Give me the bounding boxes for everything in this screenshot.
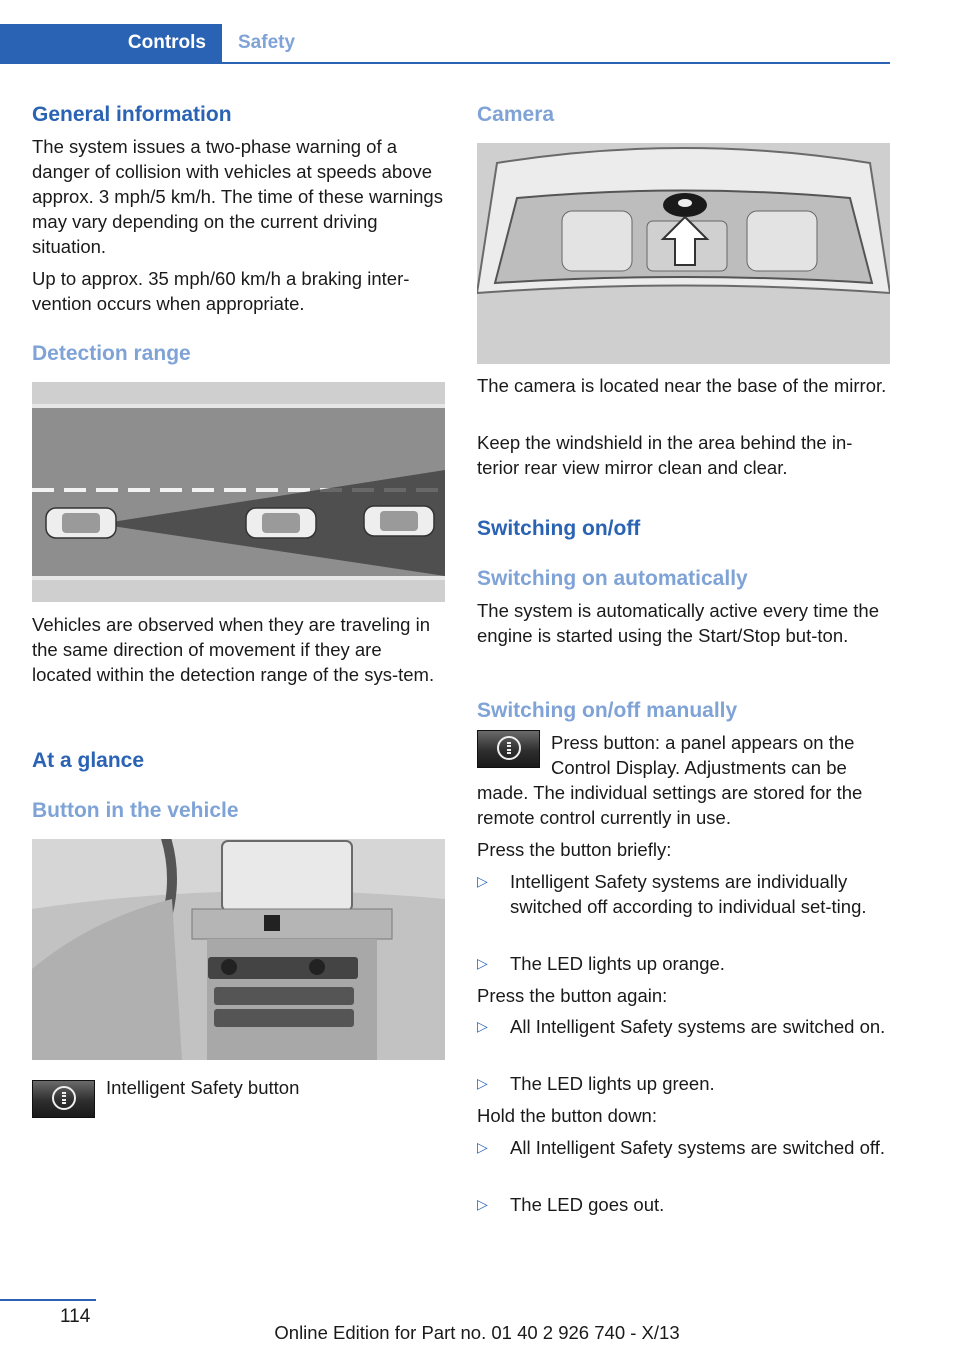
- manual-text-a: Press button: a panel appears on the Control Display. Adjustments can be: [551, 732, 855, 778]
- general-paragraph-1: The system issues a two-phase warning of a danger of collision with vehicles at speeds above approx. 3 mph/5 km/h. The time of these warnings may vary depending on the current driving situation.: [32, 136, 443, 257]
- camera-paragraph-1: The camera is located near the base of the mirror.: [477, 375, 887, 396]
- bullet-triangle-icon: ▷: [477, 955, 488, 971]
- switching-manually-heading: Switching on/off manually: [477, 699, 738, 722]
- general-information-heading: General information: [32, 103, 232, 126]
- automatic-text: The system is automatically active every time the engine is started using the Start/Stop but-ton.: [477, 600, 880, 646]
- list-item: ▷ The LED goes out.: [477, 1194, 665, 1215]
- list-item: ▷ Intelligent Safety systems are individually switched off according to individual set-ting.: [477, 871, 867, 917]
- header-tabs: [0, 24, 890, 64]
- bullet-triangle-icon: ▷: [477, 1075, 488, 1091]
- general-paragraph-2: Up to approx. 35 mph/60 km/h a braking inter-vention occurs when appropriate.: [32, 268, 410, 314]
- camera-paragraph-2: Keep the windshield in the area behind the in-terior rear view mirror clean and clear.: [477, 432, 853, 478]
- switching-on-off-heading: Switching on/off: [477, 517, 641, 540]
- tab-safety[interactable]: Safety: [238, 32, 296, 53]
- intelligent-safety-button-icon: [32, 1080, 95, 1118]
- edition-footer: Online Edition for Part no. 01 40 2 926 740 - X/13: [274, 1322, 680, 1343]
- tab-controls[interactable]: Controls: [0, 24, 222, 62]
- hold-button-label: Hold the button down:: [477, 1105, 657, 1126]
- list-item: ▷ The LED lights up green.: [477, 1073, 715, 1094]
- bullet-triangle-icon: ▷: [477, 1196, 488, 1212]
- detection-range-heading: Detection range: [32, 342, 191, 365]
- detection-range-text: Vehicles are observed when they are traveling in the same direction of movement if they are located within the detection range of the sys-tem.: [32, 614, 435, 685]
- switching-on-automatically-heading: Switching on automatically: [477, 567, 748, 590]
- press-briefly-label: Press the button briefly:: [477, 839, 672, 860]
- list-item: ▷ The LED lights up orange.: [477, 953, 725, 974]
- page-number: 114: [60, 1306, 91, 1327]
- bullet-triangle-icon: ▷: [477, 1018, 488, 1034]
- camera-figure: [477, 143, 890, 364]
- bullet-triangle-icon: ▷: [477, 873, 488, 889]
- footer-rule: [0, 1299, 96, 1301]
- vehicle-interior-figure: [32, 839, 445, 1060]
- manual-text-b: made. The individual settings are stored for the remote control currently in use.: [477, 782, 863, 828]
- bullet-triangle-icon: ▷: [477, 1139, 488, 1155]
- button-caption: Intelligent Safety button: [106, 1077, 300, 1098]
- list-item: ▷ All Intelligent Safety systems are switched on.: [477, 1016, 886, 1037]
- camera-heading: Camera: [477, 103, 555, 126]
- button-in-vehicle-heading: Button in the vehicle: [32, 799, 239, 822]
- at-a-glance-heading: At a glance: [32, 749, 145, 772]
- press-again-label: Press the button again:: [477, 985, 668, 1006]
- intelligent-safety-button-icon-2: [477, 730, 540, 768]
- detection-range-figure: [32, 382, 445, 602]
- list-item: ▷ All Intelligent Safety systems are switched off.: [477, 1137, 885, 1158]
